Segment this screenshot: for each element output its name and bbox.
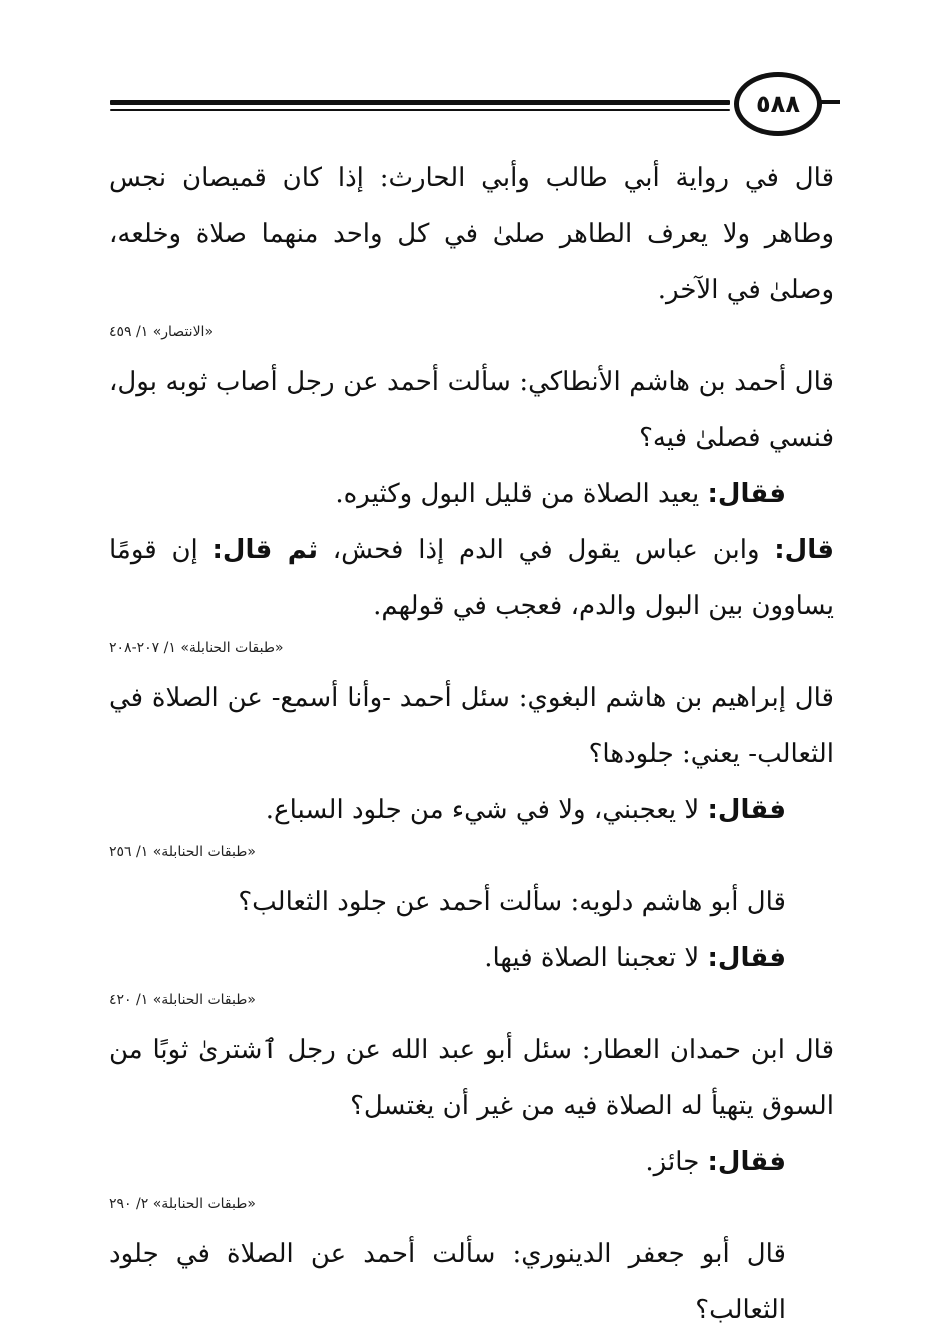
citation: «طبقات الحنابلة» ١/ ٢٥٦ [109,844,256,860]
paragraph: قال في رواية أبي طالب وأبي الحارث: إذا كان قميصان نجس وطاهر ولا يعرف الطاهر صلىٰ في كل واحد منهما صلاة وخلعه، وصلىٰ في الآخر. [109,163,834,305]
paragraph: قال أبو جعفر الدينوري: سألت أحمد عن الصلاة في جلود الثعالب؟ [109,1239,786,1325]
paragraph-text: إن قومًا يساوون بين البول والدم، فعجب في قولهم. [109,535,834,621]
header-rule-thin [110,109,730,111]
answer-line [109,1134,834,1190]
answer-label: فقال: [707,1147,786,1177]
citation: «طبقات الحنابلة» ١/ ٤٢٠ [109,992,256,1008]
answer-label: فقال: [707,795,786,825]
paragraph: قال إبراهيم بن هاشم البغوي: سئل أحمد -وأنا أسمع- عن الصلاة في الثعالب- يعني: جلودها؟ [109,683,834,769]
header-rule-thick [110,100,730,105]
answer-label: فقال: [707,943,786,973]
paragraph [109,522,834,634]
page-header [100,70,840,140]
citation: «الانتصار» ١/ ٤٥٩ [109,324,214,340]
page-number: ٥٨٨ [756,90,800,118]
citation: «طبقات الحنابلة» ٢/ ٢٩٠ [109,1196,256,1212]
paragraph: قال أحمد بن هاشم الأنطاكي: سألت أحمد عن رجل أصاب ثوبه بول، فنسي فصلىٰ فيه؟ [109,367,834,453]
answer-line [109,466,834,522]
answer-text: جائز. [645,1147,700,1177]
answer-text: لا تعجبنا الصلاة فيها. [484,943,700,973]
answer-label: فقال: [707,479,786,509]
page-number-badge [734,72,822,136]
paragraph: قال أبو هاشم دلويه: سألت أحمد عن جلود الثعالب؟ [238,887,786,917]
answer-line [109,782,834,838]
speaker-label: ثم قال: [212,535,318,565]
citation: «طبقات الحنابلة» ١/ ٢٠٧-٢٠٨ [109,640,284,656]
paragraph: قال ابن حمدان العطار: سئل أبو عبد الله عن رجل ٱشترىٰ ثوبًا من السوق يتهيأ له الصلاة فيه من غير أن يغتسل؟ [109,1035,834,1121]
answer-line [109,930,834,986]
answer-text: لا يعجبني، ولا في شيء من جلود السباع. [265,795,700,825]
page-body [109,150,834,1338]
speaker-label: قال: [774,535,835,565]
answer-text: يعيد الصلاة من قليل البول وكثيره. [335,479,700,509]
paragraph-text: وابن عباس يقول في الدم إذا فحش، [332,535,760,565]
